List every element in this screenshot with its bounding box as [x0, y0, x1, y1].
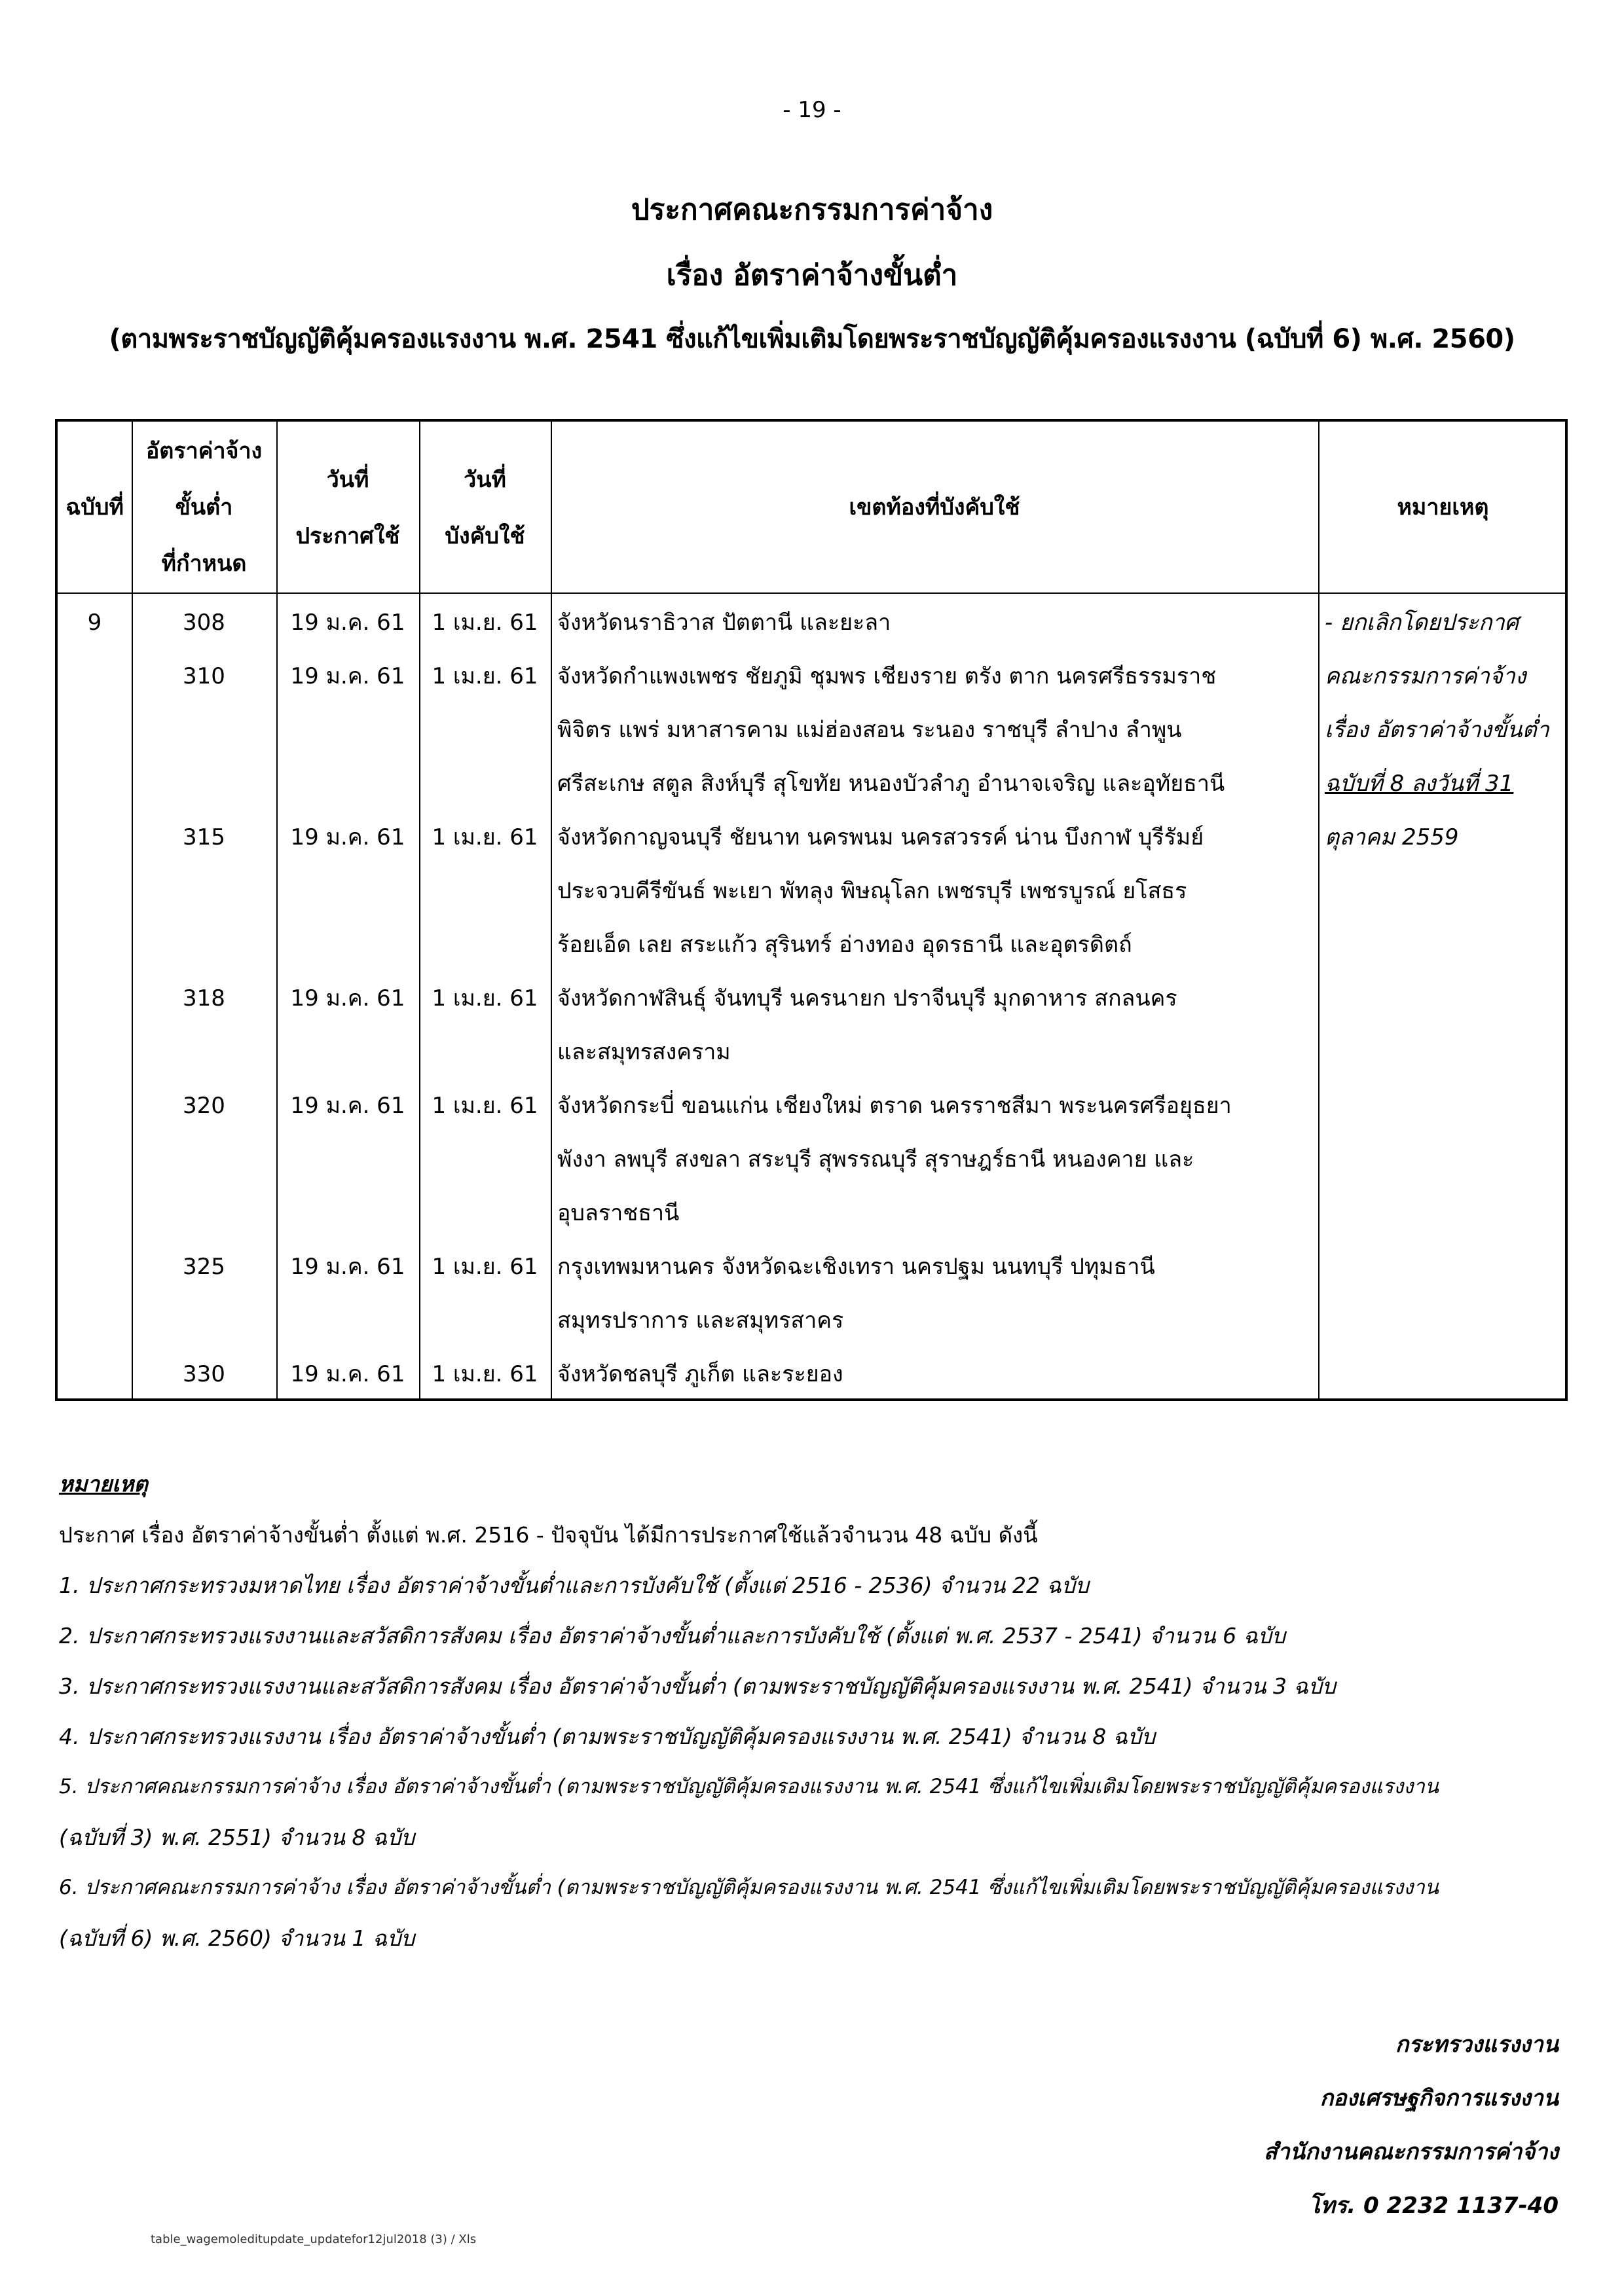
table-row-area-line: พิจิตร แพร่ มหาสารคาม แม่ฮ่องสอน ระนอง ราชบุรี ลำปาง ลำพูน — [557, 717, 1182, 743]
table-row-announce-date: 19 ม.ค. 61 — [290, 1361, 405, 1387]
note-item: 6. ประกาศคณะกรรมการค่าจ้าง เรื่อง อัตราค่าจ้างขั้นต่ำ (ตามพระราชบัญญัติคุ้มครองแรงงาน พ.ศ. 2541 ซึ่งแก้ไขเพิ่มเติมโดยพระราชบัญญัติคุ้มครองแรงงาน — [59, 1876, 1439, 1899]
notes-heading: หมายเหตุ — [59, 1471, 148, 1497]
header-effective-1: วันที่ — [464, 467, 506, 493]
signature-ministry: กระทรวงแรงงาน — [1395, 2032, 1559, 2058]
table-row-announce-date: 19 ม.ค. 61 — [290, 610, 405, 636]
remark-line: ฉบับที่ 8 ลงวันที่ 31 — [1325, 771, 1514, 797]
header-area: เขตท้องที่บังคับใช้ — [849, 494, 1020, 520]
table-row-effective-date: 1 เม.ย. 61 — [432, 1093, 538, 1119]
table-row-area-line: อุบลราชธานี — [557, 1200, 680, 1226]
remark-line: - ยกเลิกโดยประกาศ — [1325, 610, 1519, 636]
header-announce-2: ประกาศใช้ — [295, 523, 400, 549]
table-row-effective-date: 1 เม.ย. 61 — [432, 1254, 538, 1280]
table-row-area-line: สมุทรปราการ และสมุทรสาคร — [557, 1307, 844, 1334]
signature-division: กองเศรษฐกิจการแรงงาน — [1320, 2085, 1559, 2111]
table-row-rate: 310 — [183, 663, 225, 689]
header-announce-1: วันที่ — [326, 467, 369, 493]
header-rate-1: อัตราค่าจ้าง — [145, 438, 263, 464]
table-row-area-line: จังหวัดกาฬสินธุ์ จันทบุรี นครนายก ปราจีนบุรี มุกดาหาร สกลนคร — [557, 985, 1177, 1011]
note-item-continuation: (ฉบับที่ 3) พ.ศ. 2551) จำนวน 8 ฉบับ — [59, 1825, 415, 1850]
note-item: 2. ประกาศกระทรวงแรงงานและสวัสดิการสังคม เรื่อง อัตราค่าจ้างขั้นต่ำและการบังคับใช้ (ตั้งแต่ พ.ศ. 2537 - 2541) จำนวน 6 ฉบับ — [59, 1623, 1285, 1649]
table-row-area-line: ศรีสะเกษ สตูล สิงห์บุรี สุโขทัย หนองบัวลำภู อำนาจเจริญ และอุทัยธานี — [557, 771, 1225, 797]
table-row-effective-date: 1 เม.ย. 61 — [432, 663, 538, 689]
table-row-rate: 308 — [183, 610, 225, 636]
table-row-area-line: จังหวัดชลบุรี ภูเก็ต และระยอง — [557, 1361, 843, 1387]
table-row-announce-date: 19 ม.ค. 61 — [290, 1254, 405, 1280]
remark-line: คณะกรรมการค่าจ้าง — [1325, 663, 1526, 689]
note-item-continuation: (ฉบับที่ 6) พ.ศ. 2560) จำนวน 1 ฉบับ — [59, 1925, 415, 1951]
table-row-effective-date: 1 เม.ย. 61 — [432, 985, 538, 1011]
column-divider — [1318, 422, 1320, 1398]
table-row-rate: 315 — [183, 824, 225, 850]
announcement-legal-basis: (ตามพระราชบัญญัติคุ้มครองแรงงาน พ.ศ. 2541 ซึ่งแก้ไขเพิ่มเติมโดยพระราชบัญญัติคุ้มครองแรงงาน (ฉบับที่ 6) พ.ศ. 2560) — [109, 324, 1515, 354]
header-rate-2: ขั้นต่ำ — [175, 494, 233, 520]
wage-rate-table — [55, 419, 1568, 1401]
table-row-area-line: กรุงเทพมหานคร จังหวัดฉะเชิงเทรา นครปฐม นนทบุรี ปทุมธานี — [557, 1254, 1155, 1280]
table-row-effective-date: 1 เม.ย. 61 — [432, 824, 538, 850]
table-row-area-line: และสมุทรสงคราม — [557, 1039, 731, 1065]
notes-intro: ประกาศ เรื่อง อัตราค่าจ้างขั้นต่ำ ตั้งแต่ พ.ศ. 2516 - ปัจจุบัน ได้มีการประกาศใช้แล้วจำนวน 48 ฉบับ ดังนี้ — [59, 1522, 1038, 1548]
note-item: 4. ประกาศกระทรวงแรงงาน เรื่อง อัตราค่าจ้างขั้นต่ำ (ตามพระราชบัญญัติคุ้มครองแรงงาน พ.ศ. 2541) จำนวน 8 ฉบับ — [59, 1724, 1156, 1749]
remark-line: ตุลาคม 2559 — [1325, 824, 1459, 850]
footer-filename: table_wagemoleditupdate_updatefor12jul2018 (3) / Xls — [151, 2232, 477, 2246]
column-divider — [551, 422, 552, 1398]
announcement-subject: เรื่อง อัตราค่าจ้างขั้นต่ำ — [666, 259, 958, 292]
table-row-area-line: จังหวัดกาญจนบุรี ชัยนาท นครพนม นครสวรรค์ น่าน บึงกาฬ บุรีรัมย์ — [557, 824, 1204, 850]
signature-phone: โทร. 0 2232 1137-40 — [1308, 2193, 1559, 2219]
table-row-area-line: พังงา ลพบุรี สงขลา สระบุรี สุพรรณบุรี สุราษฎร์ธานี หนองคาย และ — [557, 1146, 1194, 1173]
table-row-rate: 320 — [183, 1093, 225, 1119]
header-rate-3: ที่กำหนด — [161, 551, 247, 577]
table-row-area-line: ร้อยเอ็ด เลย สระแก้ว สุรินทร์ อ่างทอง อุดรธานี และอุตรดิตถ์ — [557, 932, 1132, 958]
table-row-effective-date: 1 เม.ย. 61 — [432, 610, 538, 636]
note-item: 1. ประกาศกระทรวงมหาดไทย เรื่อง อัตราค่าจ้างขั้นต่ำและการบังคับใช้ (ตั้งแต่ 2516 - 2536) จำนวน 22 ฉบับ — [59, 1573, 1089, 1598]
table-row-rate: 325 — [183, 1254, 225, 1280]
table-row-area-line: จังหวัดกระบี่ ขอนแก่น เชียงใหม่ ตราด นครราชสีมา พระนครศรีอยุธยา — [557, 1093, 1232, 1119]
table-row-announce-date: 19 ม.ค. 61 — [290, 663, 405, 689]
table-row-announce-date: 19 ม.ค. 61 — [290, 985, 405, 1011]
issue-number: 9 — [87, 610, 102, 636]
note-item: 5. ประกาศคณะกรรมการค่าจ้าง เรื่อง อัตราค่าจ้างขั้นต่ำ (ตามพระราชบัญญัติคุ้มครองแรงงาน พ.ศ. 2541 ซึ่งแก้ไขเพิ่มเติมโดยพระราชบัญญัติคุ้มครองแรงงาน — [59, 1775, 1439, 1798]
table-row-area-line: ประจวบคีรีขันธ์ พะเยา พัทลุง พิษณุโลก เพชรบุรี เพชรบูรณ์ ยโสธร — [557, 878, 1187, 904]
announcement-title: ประกาศคณะกรรมการค่าจ้าง — [631, 193, 993, 227]
note-item: 3. ประกาศกระทรวงแรงงานและสวัสดิการสังคม เรื่อง อัตราค่าจ้างขั้นต่ำ (ตามพระราชบัญญัติคุ้มครองแรงงาน พ.ศ. 2541) จำนวน 3 ฉบับ — [59, 1673, 1336, 1699]
remark-line: เรื่อง อัตราค่าจ้างขั้นต่ำ — [1325, 717, 1549, 743]
table-row-announce-date: 19 ม.ค. 61 — [290, 1093, 405, 1119]
table-row-rate: 318 — [183, 985, 225, 1011]
page-number: - 19 - — [783, 97, 841, 123]
table-row-area-line: จังหวัดกำแพงเพชร ชัยภูมิ ชุมพร เชียงราย ตรัง ตาก นครศรีธรรมราช — [557, 663, 1217, 689]
table-row-effective-date: 1 เม.ย. 61 — [432, 1361, 538, 1387]
header-effective-2: บังคับใช้ — [445, 523, 525, 549]
table-row-area-line: จังหวัดนราธิวาส ปัตตานี และยะลา — [557, 610, 891, 636]
table-row-announce-date: 19 ม.ค. 61 — [290, 824, 405, 850]
header-issue: ฉบับที่ — [65, 494, 124, 520]
table-row-rate: 330 — [183, 1361, 225, 1387]
signature-office: สำนักงานคณะกรรมการค่าจ้าง — [1263, 2139, 1559, 2165]
header-divider — [58, 592, 1565, 594]
header-remark: หมายเหตุ — [1397, 494, 1489, 520]
